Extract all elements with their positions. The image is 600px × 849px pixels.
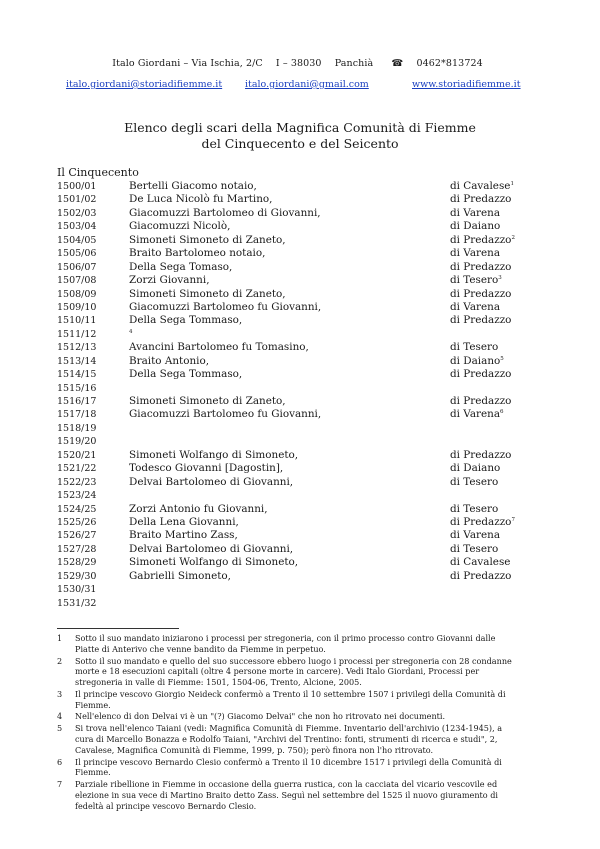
origin-place xyxy=(450,234,515,247)
list-item xyxy=(57,382,517,395)
scario-name: Delvai Bartolomeo di Giovanni, xyxy=(129,542,294,555)
list-item xyxy=(57,476,517,489)
list-item xyxy=(57,234,517,247)
origin-place xyxy=(450,529,500,542)
term-years: 1509/10 xyxy=(57,301,97,313)
list-item xyxy=(57,355,517,368)
origin-place xyxy=(450,247,500,260)
term-years: 1511/12 xyxy=(57,328,97,340)
origin-place xyxy=(450,355,504,368)
scario-name: Giacomuzzi Bartolomeo di Giovanni, xyxy=(129,206,321,219)
scario-name: Giacomuzzi Bartolomeo fu Giovanni, xyxy=(129,300,322,313)
origin-place-text: di Predazzo xyxy=(450,395,512,407)
origin-place xyxy=(450,301,500,314)
footnote xyxy=(57,723,519,755)
list-item xyxy=(57,247,517,260)
term-years: 1506/07 xyxy=(57,261,97,273)
term-years: 1507/08 xyxy=(57,275,97,287)
origin-place-text: di Varena xyxy=(450,408,501,421)
scario-name: Simoneti Simoneto di Zaneto, xyxy=(129,233,286,246)
origin-place xyxy=(450,503,498,516)
scario-name: Avancini Bartolomeo fu Tomasino, xyxy=(129,341,309,354)
footnote-ref[interactable]: 4 xyxy=(129,328,133,335)
term-years: 1515/16 xyxy=(57,382,97,394)
list-item xyxy=(57,301,517,314)
scario-name: Della Sega Tomaso, xyxy=(129,260,233,273)
origin-place xyxy=(450,180,514,193)
footnote-number: 1 xyxy=(57,633,63,643)
list-item xyxy=(57,261,517,274)
footnote-number: 2 xyxy=(57,655,63,666)
footnote-ref[interactable]: 2 xyxy=(511,234,515,241)
origin-place-text: di Daiano xyxy=(450,220,501,233)
origin-place-text: di Tesero xyxy=(450,341,499,354)
footnote xyxy=(57,689,519,710)
list-item xyxy=(57,449,517,462)
list-item xyxy=(57,570,517,583)
scario-name: Braito Martino Zass, xyxy=(129,529,238,542)
term-years: 1523/24 xyxy=(57,490,97,502)
list-item xyxy=(57,408,517,421)
list-item xyxy=(57,422,517,435)
origin-place xyxy=(450,449,511,462)
footnote-text: Il principe vescovo Bernardo Clesio confermò a Trento il 10 dicembre 1517 i privilegi della Comunità di Fiemme. xyxy=(75,756,502,778)
origin-place-text: di Predazzo xyxy=(450,448,512,461)
footnote xyxy=(57,757,519,778)
title-line-1: Elenco degli scari della Magnifica Comunità di Fiemme xyxy=(124,120,476,135)
footnote xyxy=(57,779,519,811)
section-heading: Il Cinquecento xyxy=(57,166,139,179)
list-item xyxy=(57,274,517,287)
scario-name: Simoneti Simoneto di Zaneto, xyxy=(129,395,286,407)
origin-place xyxy=(450,288,511,301)
origin-place-text: di Daiano xyxy=(450,354,501,367)
scario-name: Todesco Giovanni [Dagostin], xyxy=(129,462,284,475)
term-years: 1512/13 xyxy=(57,342,97,354)
term-years: 1521/22 xyxy=(57,463,97,475)
origin-place-text: di Cavalese xyxy=(450,180,511,192)
origin-place-text: di Predazzo xyxy=(450,287,512,300)
origin-place-text: di Predazzo xyxy=(450,569,512,582)
term-years: 1508/09 xyxy=(57,288,97,300)
list-item xyxy=(57,543,517,556)
origin-place-text: di Tesero xyxy=(450,274,499,287)
list-item xyxy=(57,516,517,529)
origin-place xyxy=(450,341,498,354)
list-item xyxy=(57,462,517,475)
origin-place-text: di Varena xyxy=(450,247,501,260)
footnote-text: Sotto il suo mandato e quello del suo successore ebbero luogo i processi per stregoneria con 28 condanne morte e 18 esecuzioni capitali (oltre 4 persone morte in carcere). Vedi Italo Giordani, Processi per stregoneria in valle di Fiemme: 1501, 1504-06, Trento, Alcione, 2005. xyxy=(75,655,512,687)
footnote-number: 7 xyxy=(57,779,63,790)
term-years: 1514/15 xyxy=(57,369,97,381)
address: Italo Giordani – Via Ischia, 2/C xyxy=(112,58,263,69)
origin-place xyxy=(450,556,510,569)
term-years: 1513/14 xyxy=(57,355,97,367)
footnote-text: Il principe vescovo Giorgio Neideck confermò a Trento il 10 settembre 1507 i privilegi della Comunità di Fiemme. xyxy=(75,688,506,710)
scario-name: Della Lena Giovanni, xyxy=(129,515,239,528)
origin-place xyxy=(450,220,500,233)
term-years: 1527/28 xyxy=(57,543,97,555)
footnote-text: Sotto il suo mandato iniziarono i processi per stregoneria, con il primo processo contro Giovanni dalle Piatte di Anterivo che venne bandito da Fiemme in perpetuo. xyxy=(75,633,496,654)
origin-place-text: di Predazzo xyxy=(450,314,512,327)
term-years: 1516/17 xyxy=(57,396,97,407)
origin-place xyxy=(450,462,500,475)
origin-place-text: di Varena xyxy=(450,206,501,219)
footnote-ref[interactable]: 1 xyxy=(510,181,514,187)
origin-place-text: di Predazzo xyxy=(450,233,512,246)
list-item xyxy=(57,529,517,542)
list-item xyxy=(57,328,517,341)
term-years: 1503/04 xyxy=(57,221,97,233)
origin-place-text: di Predazzo xyxy=(450,260,512,273)
origin-place xyxy=(450,408,504,421)
scario-name: De Luca Nicolò fu Martino, xyxy=(129,193,273,206)
scario-name: Zorzi Giovanni, xyxy=(129,274,210,287)
origin-place xyxy=(450,193,511,206)
term-years: 1525/26 xyxy=(57,516,97,528)
list-item xyxy=(57,556,517,569)
origin-place-text: di Predazzo xyxy=(450,193,512,206)
term-years: 1531/32 xyxy=(57,597,97,609)
origin-place xyxy=(450,261,511,274)
term-years: 1517/18 xyxy=(57,409,97,421)
list-item xyxy=(57,288,517,301)
list-item xyxy=(57,395,517,408)
telephone-icon: ☎ xyxy=(391,58,404,69)
list-item xyxy=(57,368,517,381)
scario-name: Delvai Bartolomeo di Giovanni, xyxy=(129,475,294,488)
origin-place xyxy=(450,543,498,556)
term-years: 1524/25 xyxy=(57,503,97,515)
origin-place-text: di Cavalese xyxy=(450,556,511,569)
origin-place xyxy=(450,395,511,408)
scario-name: Simoneti Simoneto di Zaneto, xyxy=(129,287,286,300)
scari-list xyxy=(57,180,517,610)
origin-place xyxy=(450,516,515,529)
list-item xyxy=(57,193,517,206)
footnote-number: 6 xyxy=(57,756,63,767)
footnote-text: Si trova nell'elenco Taiani (vedi: Magnifica Comunità di Fiemme. Inventario dell'archivio (1234-1945), a cura di Marcello Bonazza e Rodolfo Taiani, "Archivi del Trentino: fonti, strumenti di ricerca e studi", 2, Cavalese, Magnifica Comunità di Fiemme, 1999, p. 750); però finora non l'ho ritrovato. xyxy=(75,723,503,755)
title-line-2: del Cinquecento e del Seicento xyxy=(201,136,399,151)
scario-name xyxy=(129,328,133,341)
town: Panchià xyxy=(334,58,374,69)
origin-place-text: di Varena xyxy=(450,529,501,542)
term-years: 1528/29 xyxy=(57,557,97,569)
term-years: 1519/20 xyxy=(57,436,97,448)
list-item xyxy=(57,314,517,327)
footnote-number: 5 xyxy=(57,723,63,734)
origin-place-text: di Predazzo xyxy=(450,368,512,381)
footnote-number: 4 xyxy=(57,711,63,722)
website-link[interactable]: www.storiadifiemme.it xyxy=(412,79,521,90)
origin-place xyxy=(450,314,511,327)
origin-place-text: di Tesero xyxy=(450,475,499,488)
email-link-gmail[interactable]: italo.giordani@gmail.com xyxy=(245,79,369,90)
term-years: 1530/31 xyxy=(57,584,97,596)
term-years: 1529/30 xyxy=(57,570,97,582)
scario-name: Della Sega Tommaso, xyxy=(129,314,243,327)
origin-place-text: di Varena xyxy=(450,300,501,313)
letterhead xyxy=(0,58,600,69)
term-years: 1502/03 xyxy=(57,207,97,219)
term-years: 1501/02 xyxy=(57,194,97,206)
footnote-ref[interactable]: 5 xyxy=(500,355,504,362)
scario-name: Giacomuzzi Nicolò, xyxy=(129,220,231,233)
list-item xyxy=(57,503,517,516)
footnote xyxy=(57,633,519,654)
term-years: 1520/21 xyxy=(57,449,97,461)
scario-name: Simoneti Wolfango di Simoneto, xyxy=(129,556,299,569)
term-years: 1510/11 xyxy=(57,315,97,327)
term-years: 1504/05 xyxy=(57,234,97,246)
scario-name: Giacomuzzi Bartolomeo fu Giovanni, xyxy=(129,408,322,421)
footnote xyxy=(57,711,519,722)
list-item xyxy=(57,180,517,193)
origin-place xyxy=(450,274,502,287)
origin-place xyxy=(450,368,511,381)
term-years: 1505/06 xyxy=(57,248,97,260)
term-years: 1500/01 xyxy=(57,181,97,192)
origin-place-text: di Tesero xyxy=(450,542,499,555)
origin-place-text: di Tesero xyxy=(450,502,499,515)
scario-name: Braito Bartolomeo notaio, xyxy=(129,247,266,260)
scario-name: Zorzi Antonio fu Giovanni, xyxy=(129,502,268,515)
scario-name: Braito Antonio, xyxy=(129,354,210,367)
footnote-text: Nell'elenco di don Delvai vi è un "(?) Giacomo Delvai" che non ho ritrovato nei documenti. xyxy=(75,711,446,722)
footnotes xyxy=(57,633,519,813)
term-years: 1522/23 xyxy=(57,476,97,488)
origin-place xyxy=(450,207,500,220)
footnote-text: Parziale ribellione in Fiemme in occasione della guerra rustica, con la cacciata del vicario vescovile ed elezione in sua vece di Martino Braito detto Zass. Seguì nel settembre del 1525 il nuovo giuramento di fedeltà al principe vescovo Bernardo Clesio. xyxy=(75,779,499,811)
origin-place xyxy=(450,570,511,583)
list-item xyxy=(57,341,517,354)
list-item xyxy=(57,489,517,502)
document-title xyxy=(0,120,600,152)
postal-code: I – 38030 xyxy=(275,58,322,69)
origin-place-text: di Predazzo xyxy=(450,515,512,528)
footnote xyxy=(57,656,519,688)
scario-name: Gabrielli Simoneto, xyxy=(129,569,231,582)
footnote-ref[interactable]: 3 xyxy=(498,275,502,282)
term-years: 1518/19 xyxy=(57,422,97,434)
list-item xyxy=(57,435,517,448)
term-years: 1526/27 xyxy=(57,530,97,542)
list-item xyxy=(57,583,517,596)
phone-number: 0462*813724 xyxy=(416,58,483,69)
footnote-ref[interactable]: 7 xyxy=(511,516,515,523)
origin-place xyxy=(450,476,498,489)
scario-name: Bertelli Giacomo notaio, xyxy=(129,180,257,192)
list-item xyxy=(57,597,517,610)
list-item xyxy=(57,207,517,220)
footnote-ref[interactable]: 6 xyxy=(500,409,504,416)
footnote-number: 3 xyxy=(57,688,63,699)
footnote-separator xyxy=(57,628,179,629)
email-link-storiadifiemme[interactable]: italo.giordani@storiadifiemme.it xyxy=(66,79,223,90)
list-item xyxy=(57,220,517,233)
scario-name: Simoneti Wolfango di Simoneto, xyxy=(129,448,299,461)
origin-place-text: di Daiano xyxy=(450,462,501,475)
scario-name: Della Sega Tommaso, xyxy=(129,368,243,381)
